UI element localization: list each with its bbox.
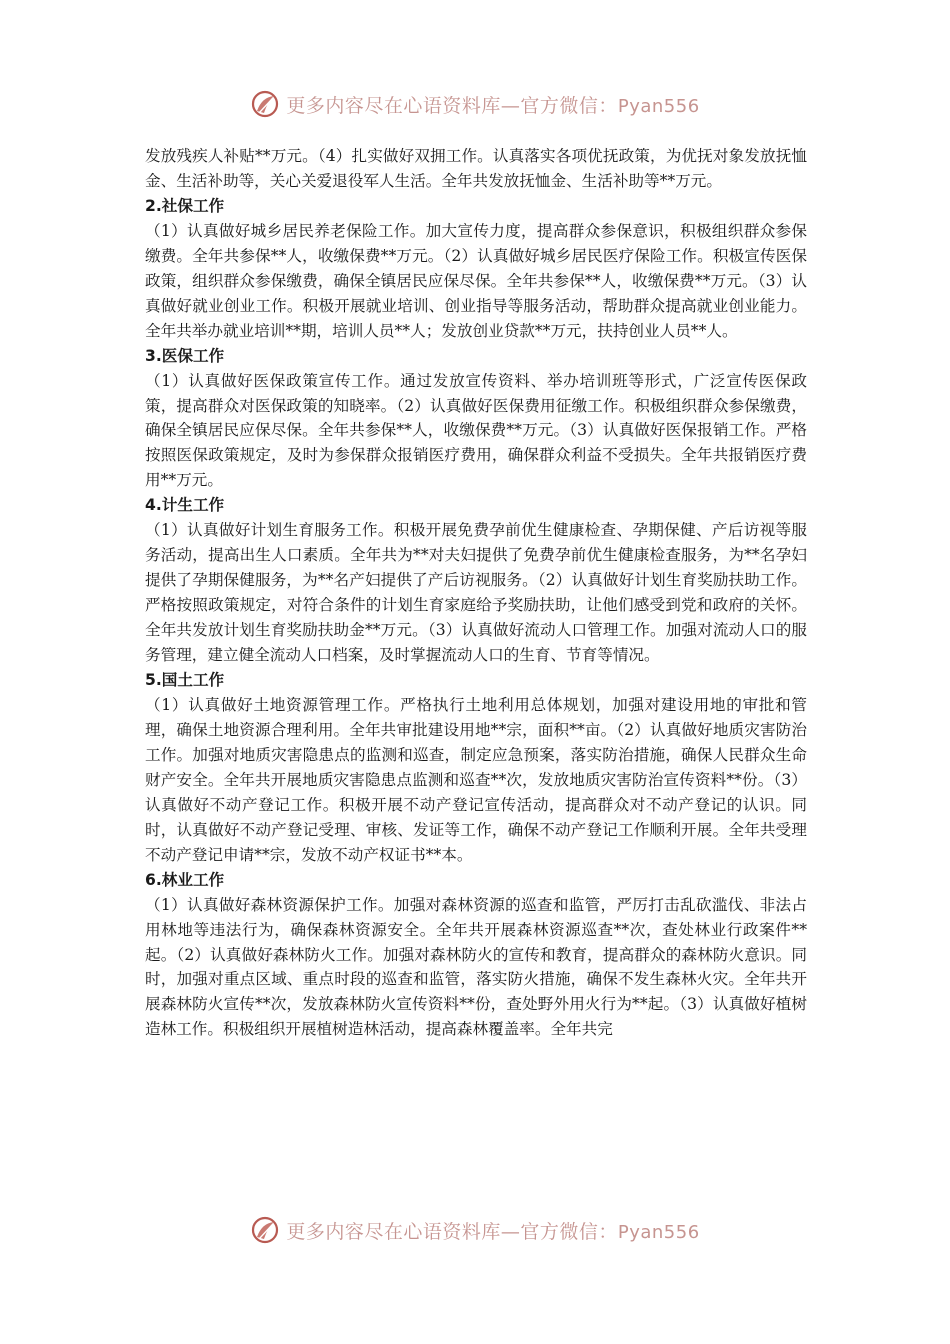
banner-text: 更多内容尽在心语资料库—官方微信：Pyan556 <box>286 1220 700 1243</box>
footer-watermark-banner <box>0 1212 950 1248</box>
section-heading-forestry: 6.林业工作 <box>145 870 225 889</box>
section-heading-medical-insurance: 3.医保工作 <box>145 346 225 365</box>
wechat-id: Pyan556 <box>617 95 700 117</box>
section-body-social-security: （1）认真做好城乡居民养老保险工作。加大宣传力度，提高群众参保意识，积极组织群众参保缴费。全年共参保**人，收缴保费**万元。（2）认真做好城乡居民医疗保险工作。积极宣传医保政策，组织群众参保缴费，确保全镇居民应保尽保。全年共参保**人，收缴保费**万元。（3）认真做好就业创业工作。积极开展就业培训、创业指导等服务活动，帮助群众提高就业创业能力。全年共举办就业培训**期，培训人员**人；发放创业贷款**万元，扶持创业人员**人。 <box>145 221 807 340</box>
section-heading-land-resources: 5.国土工作 <box>145 671 225 690</box>
section-heading-family-planning: 4.计生工作 <box>145 496 225 515</box>
section-body-family-planning: （1）认真做好计划生育服务工作。积极开展免费孕前优生健康检查、孕期保健、产后访视等服务活动，提高出生人口素质。全年共为**对夫妇提供了免费孕前优生健康检查服务，为**名孕妇提供了孕期保健服务，为**名产妇提供了产后访视服务。（2）认真做好计划生育奖励扶助工作。严格按照政策规定，对符合条件的计划生育家庭给予奖励扶助，让他们感受到党和政府的关怀。全年共发放计划生育奖励扶助金**万元。（3）认真做好流动人口管理工作。加强对流动人口的服务管理，建立健全流动人口档案，及时掌握流动人口的生育、节育等情况。 <box>145 521 807 665</box>
brand-logo-icon <box>250 89 280 119</box>
header-watermark-banner <box>0 86 950 122</box>
wechat-id: Pyan556 <box>617 1221 700 1243</box>
section-body-medical-insurance: （1）认真做好医保政策宣传工作。通过发放宣传资料、举办培训班等形式，广泛宣传医保政策，提高群众对医保政策的知晓率。（2）认真做好医保费用征缴工作。积极组织群众参保缴费，确保全镇居民应保尽保。全年共参保**人，收缴保费**万元。（3）认真做好医保报销工作。严格按照医保政策规定，及时为参保群众报销医疗费用，确保群众利益不受损失。全年共报销医疗费用**万元。 <box>145 371 807 490</box>
document-body <box>145 144 807 1042</box>
section-body-land-resources: （1）认真做好土地资源管理工作。严格执行土地利用总体规划，加强对建设用地的审批和管理，确保土地资源合理利用。全年共审批建设用地**宗，面积**亩。（2）认真做好地质灾害防治工作。加强对地质灾害隐患点的监测和巡查，制定应急预案，落实防治措施，确保人民群众生命财产安全。全年共开展地质灾害隐患点监测和巡查**次，发放地质灾害防治宣传资料**份。（3）认真做好不动产登记工作。积极开展不动产登记宣传活动，提高群众对不动产登记的认识。同时，认真做好不动产登记受理、审核、发证等工作，确保不动产登记工作顺利开展。全年共受理不动产登记申请**宗，发放不动产权证书**本。 <box>145 695 807 864</box>
intro-paragraph: 发放残疾人补贴**万元。（4）扎实做好双拥工作。认真落实各项优抚政策，为优抚对象发放抚恤金、生活补助等，关心关爱退役军人生活。全年共发放抚恤金、生活补助等**万元。 <box>145 147 807 190</box>
section-heading-social-security: 2.社保工作 <box>145 196 225 215</box>
banner-text: 更多内容尽在心语资料库—官方微信：Pyan556 <box>286 94 700 117</box>
section-body-forestry: （1）认真做好森林资源保护工作。加强对森林资源的巡查和监管，严厉打击乱砍滥伐、非法占用林地等违法行为，确保森林资源安全。全年共开展森林资源巡查**次，查处林业行政案件**起。（2）认真做好森林防火工作。加强对森林防火的宣传和教育，提高群众的森林防火意识。同时，加强对重点区域、重点时段的巡查和监管，落实防火措施，确保不发生森林火灾。全年共开展森林防火宣传**次，发放森林防火宣传资料**份，查处野外用火行为**起。（3）认真做好植树造林工作。积极组织开展植树造林活动，提高森林覆盖率。全年共完 <box>145 895 807 1039</box>
brand-logo-icon <box>250 1215 280 1245</box>
